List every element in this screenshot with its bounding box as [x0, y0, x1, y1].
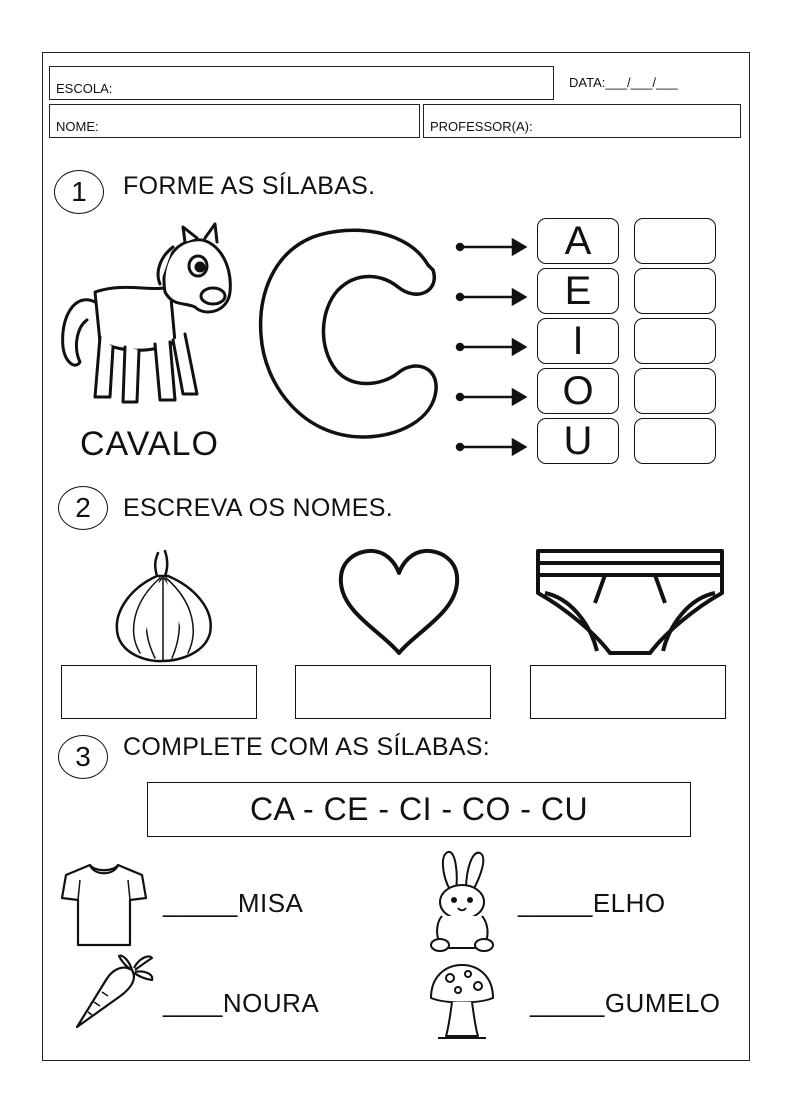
section2-title: ESCREVA OS NOMES. [123, 494, 393, 522]
syllable-answer-box[interactable] [634, 368, 716, 414]
rabbit-icon [428, 850, 494, 952]
fill-word-cenoura[interactable] [163, 988, 319, 1019]
word-suffix: ELHO [592, 888, 666, 918]
word-suffix: NOURA [222, 988, 320, 1018]
arrow-icon [457, 390, 525, 404]
vowel-box-o: O [537, 368, 619, 414]
horse-icon [55, 222, 235, 412]
arrow-icon [457, 340, 525, 354]
section3-title: COMPLETE COM AS SÍLABAS: [123, 733, 491, 761]
mushroom-icon [428, 962, 496, 1042]
tshirt-icon [60, 860, 148, 948]
name-answer-box[interactable] [295, 665, 491, 719]
vowel-box-a: A [537, 218, 619, 264]
arrows-group [455, 230, 530, 465]
teacher-label: PROFESSOR(A): [430, 119, 533, 134]
arrow-icon [457, 290, 525, 304]
fill-word-cogumelo[interactable] [530, 988, 721, 1019]
arrow-icon [457, 240, 525, 254]
syllable-bank: CA - CE - CI - CO - CU [147, 782, 691, 837]
section1-number: 1 [54, 170, 104, 214]
onion-icon [110, 548, 215, 663]
blank-line: _____ [163, 888, 238, 918]
name-answer-box[interactable] [530, 665, 726, 719]
vowel-box-i: I [537, 318, 619, 364]
date-field[interactable]: DATA:___/___/___ [569, 75, 678, 90]
carrot-icon [74, 952, 156, 1030]
blank-line: _____ [530, 988, 605, 1018]
blank-line: ____ [163, 988, 223, 1018]
syllable-answer-box[interactable] [634, 218, 716, 264]
word-suffix: MISA [237, 888, 304, 918]
syllable-answer-box[interactable] [634, 418, 716, 464]
fill-word-coelho[interactable] [518, 888, 666, 919]
section1-title: FORME AS SÍLABAS. [123, 172, 376, 200]
word-suffix: GUMELO [604, 988, 721, 1018]
blank-line: _____ [518, 888, 593, 918]
fill-word-camisa[interactable] [163, 888, 303, 919]
vowel-box-u: U [537, 418, 619, 464]
heart-icon [338, 548, 460, 656]
syllable-answer-box[interactable] [634, 318, 716, 364]
letter-c-outline [258, 225, 440, 440]
school-field[interactable] [49, 66, 554, 100]
syllable-answer-box[interactable] [634, 268, 716, 314]
section2-number: 2 [58, 486, 108, 530]
underwear-icon [535, 548, 725, 658]
name-answer-box[interactable] [61, 665, 257, 719]
arrow-icon [457, 440, 525, 454]
name-label: NOME: [56, 119, 99, 134]
school-label: ESCOLA: [56, 81, 113, 96]
vowel-box-e: E [537, 268, 619, 314]
cavalo-label: CAVALO [80, 425, 219, 463]
section3-number: 3 [58, 735, 108, 779]
teacher-field[interactable] [423, 104, 741, 138]
name-field[interactable] [49, 104, 420, 138]
